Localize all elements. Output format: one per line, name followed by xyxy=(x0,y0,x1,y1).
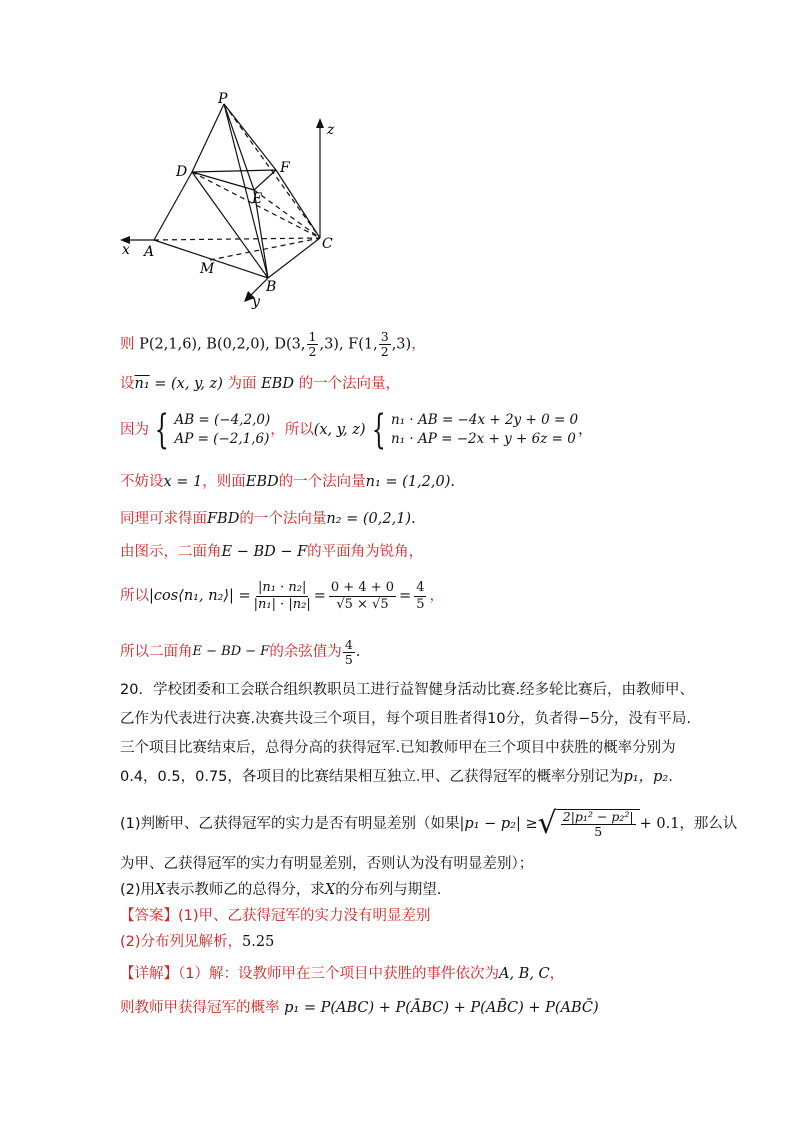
system-vectors: { AB = (−4,2,0) AP = (−2,1,6) xyxy=(154,407,271,453)
frac3-num: 3 xyxy=(380,329,389,344)
solution-line-4 xyxy=(120,472,455,492)
edge-FC xyxy=(276,170,320,238)
label-P: P xyxy=(218,91,228,107)
edge-DE xyxy=(192,172,254,190)
punct: ， xyxy=(549,966,565,982)
dihedral-angle: E − BD − F xyxy=(192,644,270,659)
points-win: 10 xyxy=(487,711,506,727)
f2-den: √5 × √5 xyxy=(336,596,389,612)
edge-BC xyxy=(268,238,320,278)
label-M: M xyxy=(200,261,215,277)
ans-den: 5 xyxy=(344,651,353,667)
question-1-tail: ，那么认 xyxy=(679,816,738,832)
text-normal: 的一个法向量 xyxy=(239,511,327,527)
solution-line-1 xyxy=(120,330,426,359)
solution-line-8 xyxy=(120,634,360,670)
edge-AC-dashed xyxy=(154,238,320,240)
punct: . xyxy=(450,474,455,490)
text-normal: 的一个法向量 xyxy=(278,474,366,490)
q2e: 的分布列与期望. xyxy=(335,882,442,898)
geometry-figure xyxy=(110,90,350,310)
vector-AB: AB = (−4,2,0) xyxy=(174,412,271,428)
detail-line-1 xyxy=(120,964,564,984)
label-B: B xyxy=(266,279,277,295)
f1-num: |n₁ · n₂| xyxy=(258,579,307,595)
detail-text-2: 则教师甲获得冠军的概率 xyxy=(120,1000,280,1016)
condition-lhs: |p₁ − p₂| ≥ xyxy=(459,816,538,832)
text-she: 设 xyxy=(120,376,135,392)
sqrt-den: 5 xyxy=(594,824,603,839)
var-X: X xyxy=(324,882,336,898)
coord-F-open: (1, xyxy=(358,336,378,353)
cosine-abs: |cos⟨n₁, n₂⟩| = xyxy=(149,588,251,604)
dihedral-angle: E − BD − F xyxy=(221,544,308,560)
coord-B: , B(0,2,0), D xyxy=(197,336,287,353)
xyz: (x, y, z) xyxy=(313,422,366,438)
sqrt-num: 2|p₁² − p₂²| xyxy=(562,809,634,824)
punct: ， xyxy=(578,422,593,438)
fraction-values xyxy=(329,580,396,613)
p1-p2: p₁，p₂ xyxy=(623,769,669,785)
fraction-result xyxy=(414,580,426,613)
vector-n1-value: = (x, y, z) xyxy=(149,376,223,392)
plus-01: + 0.1 xyxy=(639,816,680,832)
text-youtushi: 由图示，二面角 xyxy=(120,544,222,560)
solution-line-6 xyxy=(120,542,423,562)
answer-2-text: (2)分布列见解析， xyxy=(120,934,243,950)
solution-line-2 xyxy=(120,374,400,394)
plane-EBD: EBD xyxy=(261,376,294,392)
vector-n2-result: n₂ = (0,2,1) xyxy=(326,511,412,527)
q2a: (2)用 xyxy=(120,882,156,898)
text-zemian: ，则面 xyxy=(202,474,246,490)
f3-num: 4 xyxy=(416,579,425,595)
label-C: C xyxy=(322,236,333,252)
question-1-line-2 xyxy=(120,854,533,874)
coord-F-close: ,3) xyxy=(391,336,412,353)
text-weimian: 为面 xyxy=(227,376,257,392)
fraction-answer xyxy=(343,638,355,667)
edge-PD xyxy=(192,104,224,172)
problem-line-4 xyxy=(120,767,673,787)
problem-line-2 xyxy=(120,709,691,729)
label-z: z xyxy=(327,122,335,138)
solution-line-3 xyxy=(120,407,593,453)
equals-2: = xyxy=(399,588,412,604)
problem-line-3 xyxy=(120,738,676,758)
text-ermianjiao: 所以二面角 xyxy=(120,644,193,660)
text-bufang: 不妨设 xyxy=(120,474,164,490)
detail-line-2 xyxy=(120,998,599,1018)
expected-value: 5.25 xyxy=(242,934,275,950)
vector-n1-result: n₁ = (1,2,0) xyxy=(365,474,451,490)
problem-text-2e: 分，没有平局. xyxy=(599,711,692,727)
fraction-half xyxy=(307,330,319,359)
coord-D-close: ,3) xyxy=(319,336,339,353)
ans-num: 4 xyxy=(344,636,353,652)
system-equations: { n₁ · AB = −4x + 2y + 0 = 0 n₁ · AP = −2x + y + 6z = 0 xyxy=(371,407,579,453)
punct: . xyxy=(411,511,416,527)
f1-den: |n₁| · |n₂| xyxy=(253,596,311,612)
f3-den: 5 xyxy=(416,596,425,612)
question-1-text-2: 为甲、乙获得冠军的实力有明显差别，否则认为没有明显差别）； xyxy=(120,856,534,872)
question-1-text: (1)判断甲、乙获得冠军的实力是否有明显差别（如果 xyxy=(120,816,460,832)
detail-text: 【详解】（1）解：设教师甲在三个项目中获胜的事件依次为 xyxy=(120,966,499,982)
problem-line-1 xyxy=(120,680,694,700)
coord-D-open: (3, xyxy=(286,336,306,353)
q2c: 表示教师乙的总得分，求 xyxy=(165,882,325,898)
problem-text-3: 三个项目比赛结束后，总得分高的获得冠军.已知教师甲在三个项目中获胜的概率分别为 xyxy=(120,740,676,756)
text-ze: 则 xyxy=(120,336,135,353)
punct: ， xyxy=(429,588,444,604)
label-D: D xyxy=(176,164,188,180)
problem-text-2a: 乙作为代表进行决赛.决赛共设三个项目，每个项目胜者得 xyxy=(120,711,488,727)
coord-F: , F xyxy=(338,336,359,353)
vector-n1: n₁ xyxy=(134,376,150,392)
plane-FBD: FBD xyxy=(207,511,240,527)
points-lose: −5 xyxy=(578,711,600,727)
vector-AP: AP = (−2,1,6) xyxy=(174,431,270,447)
text-yinwei: 因为 xyxy=(120,422,149,438)
punct: . xyxy=(355,644,361,660)
edge-EC-dashed xyxy=(254,190,320,238)
f2-num: 0 + 4 + 0 xyxy=(330,579,395,595)
equation-2: n₁ · AP = −2x + y + 6z = 0 xyxy=(391,431,576,447)
fraction-three-halves xyxy=(379,330,391,359)
text-suoyi: 所以 xyxy=(120,588,149,604)
probability-p1: p₁ = P(ABC) + P(ĀBC) + P(AB̄C) + P(ABC̄) xyxy=(284,1000,599,1016)
fraction-cos xyxy=(254,580,311,613)
arrow-z-icon xyxy=(316,118,324,128)
equals-1: = xyxy=(313,588,326,604)
problem-text-2c: 分，负者得 xyxy=(505,711,579,727)
edge-DF xyxy=(192,170,276,172)
text-cos-value: 的余弦值为 xyxy=(269,644,342,660)
question-1-line-1 xyxy=(120,804,737,844)
text-acute: 的平面角为锐角， xyxy=(307,544,424,560)
label-y: y xyxy=(252,294,260,310)
equation-1: n₁ · AB = −4x + 2y + 0 = 0 xyxy=(391,412,579,428)
text-suoyi: ，所以 xyxy=(270,422,314,438)
problem-text-4a: 0.4，0.5，0.75，各项目的比赛结果相互独立.甲、乙获得冠军的概率分别记为 xyxy=(120,769,624,785)
solution-line-5 xyxy=(120,509,416,529)
var-X: X xyxy=(155,882,166,898)
label-E: E xyxy=(252,191,263,207)
solution-line-7 xyxy=(120,576,444,616)
frac3-den: 2 xyxy=(380,344,389,359)
sqrt-expression: √ $\frac{\text{2|p₁² − p₂²|}}{5}$ xyxy=(538,809,640,839)
text-normal: 的一个法向量， xyxy=(298,376,401,392)
answer-line-2 xyxy=(120,932,274,952)
frac-num: 1 xyxy=(308,329,317,344)
punct: . xyxy=(668,769,673,785)
label-A: A xyxy=(144,244,155,260)
frac-den: 2 xyxy=(308,344,317,359)
plane-EBD: EBD xyxy=(245,474,279,490)
answer-1: 【答案】(1)甲、乙获得冠军的实力没有明显差别 xyxy=(120,908,431,924)
answer-line-1 xyxy=(120,906,431,926)
x-equals-1: x = 1 xyxy=(163,474,203,490)
coord-P: P(2,1,6) xyxy=(139,336,198,353)
problem-text-1: 20．学校团委和工会联合组织教职员工进行益智健身活动比赛.经多轮比赛后，由教师甲、 xyxy=(120,682,695,698)
edge-PE xyxy=(224,104,254,190)
question-2 xyxy=(120,880,441,900)
label-F: F xyxy=(280,160,290,176)
edge-DA xyxy=(154,172,192,240)
label-x: x xyxy=(122,242,130,258)
punct: ， xyxy=(411,336,426,353)
events-ABC: A, B, C xyxy=(498,966,550,982)
text-tongli: 同理可求得面 xyxy=(120,511,207,527)
